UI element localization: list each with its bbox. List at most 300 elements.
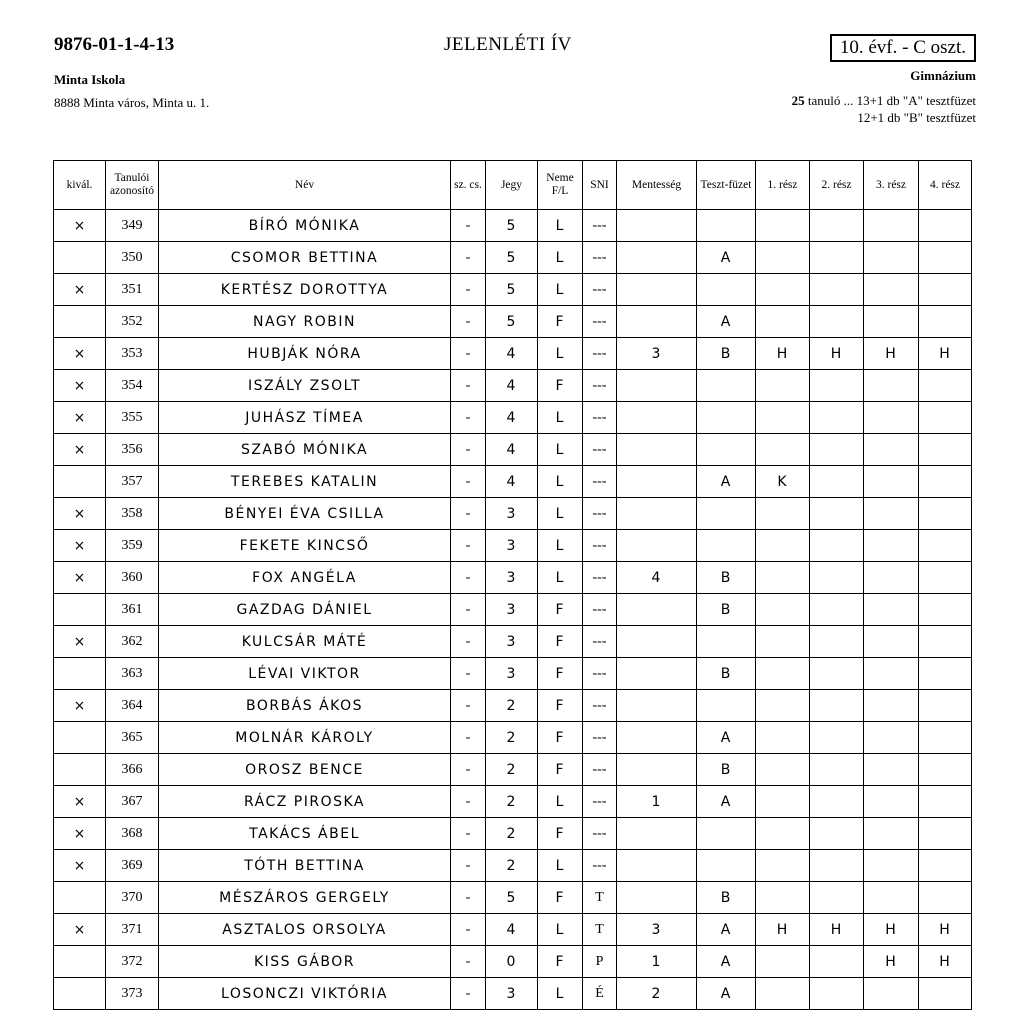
cell-part-4: H <box>919 914 972 946</box>
cell-sni: --- <box>583 530 617 562</box>
column-header-part-1: 1. rész <box>756 161 810 210</box>
cell-part-3 <box>864 498 919 530</box>
cell-sz-cs: - <box>451 722 486 754</box>
cell-test-booklet <box>697 274 756 306</box>
cell-exemption <box>617 370 697 402</box>
stats-line-1 <box>792 92 976 109</box>
cell-part-3 <box>864 850 919 882</box>
cell-sni: --- <box>583 210 617 242</box>
cell-grade: 5 <box>486 242 538 274</box>
cell-exemption <box>617 850 697 882</box>
cell-sz-cs: - <box>451 786 486 818</box>
cell-part-2 <box>810 306 864 338</box>
cell-name: MÉSZÁROS GERGELY <box>159 882 451 914</box>
cell-part-1 <box>756 306 810 338</box>
cell-test-booklet: A <box>697 978 756 1010</box>
cell-part-2 <box>810 530 864 562</box>
cell-gender: F <box>538 306 583 338</box>
table-row <box>54 306 972 338</box>
cell-part-2 <box>810 626 864 658</box>
cell-part-2 <box>810 818 864 850</box>
cell-part-2 <box>810 850 864 882</box>
cell-part-4 <box>919 562 972 594</box>
cell-gender: L <box>538 914 583 946</box>
cell-gender: L <box>538 786 583 818</box>
cell-part-2 <box>810 690 864 722</box>
cell-sni: É <box>583 978 617 1010</box>
cell-part-1 <box>756 818 810 850</box>
cell-part-1: H <box>756 338 810 370</box>
column-header-student-id: Tanulói azonosító <box>106 161 159 210</box>
cell-sz-cs: - <box>451 242 486 274</box>
cell-name: MOLNÁR KÁROLY <box>159 722 451 754</box>
cell-name: TAKÁCS ÁBEL <box>159 818 451 850</box>
cell-part-4 <box>919 626 972 658</box>
column-header-part-3: 3. rész <box>864 161 919 210</box>
cell-exemption <box>617 690 697 722</box>
cell-sni: --- <box>583 434 617 466</box>
cell-name: BORBÁS ÁKOS <box>159 690 451 722</box>
cell-name: BÉNYEI ÉVA CSILLA <box>159 498 451 530</box>
header-row <box>54 161 972 210</box>
cell-student-id: 350 <box>106 242 159 274</box>
cell-part-3 <box>864 530 919 562</box>
cell-part-2 <box>810 946 864 978</box>
cell-test-booklet <box>697 690 756 722</box>
cell-part-4 <box>919 722 972 754</box>
cell-sni: --- <box>583 242 617 274</box>
cell-part-1 <box>756 530 810 562</box>
cell-sni: --- <box>583 722 617 754</box>
cell-part-1 <box>756 434 810 466</box>
school-name: Minta Iskola <box>54 72 126 87</box>
cell-select: × <box>54 914 106 946</box>
cell-part-4 <box>919 402 972 434</box>
cell-part-3 <box>864 818 919 850</box>
cell-part-2 <box>810 274 864 306</box>
cell-exemption <box>617 210 697 242</box>
table-row <box>54 530 972 562</box>
table-row <box>54 818 972 850</box>
cell-gender: L <box>538 338 583 370</box>
cell-name: RÁCZ PIROSKA <box>159 786 451 818</box>
document-title: JELENLÉTI ÍV <box>444 34 572 55</box>
table-row <box>54 690 972 722</box>
cell-student-id: 364 <box>106 690 159 722</box>
cell-sni: --- <box>583 338 617 370</box>
cell-part-2: H <box>810 338 864 370</box>
cell-name: OROSZ BENCE <box>159 754 451 786</box>
cell-test-booklet <box>697 434 756 466</box>
cell-student-id: 353 <box>106 338 159 370</box>
cell-name: CSOMOR BETTINA <box>159 242 451 274</box>
cell-exemption <box>617 658 697 690</box>
cell-part-3 <box>864 466 919 498</box>
cell-grade: 4 <box>486 914 538 946</box>
cell-grade: 4 <box>486 466 538 498</box>
cell-part-4 <box>919 690 972 722</box>
cell-name: TÓTH BETTINA <box>159 850 451 882</box>
cell-part-3 <box>864 306 919 338</box>
cell-test-booklet: A <box>697 914 756 946</box>
cell-name: BÍRÓ MÓNIKA <box>159 210 451 242</box>
cell-part-2: H <box>810 914 864 946</box>
column-header-test-booklet: Teszt-füzet <box>697 161 756 210</box>
cell-grade: 2 <box>486 690 538 722</box>
cell-exemption <box>617 754 697 786</box>
cell-gender: L <box>538 242 583 274</box>
cell-grade: 5 <box>486 210 538 242</box>
cell-select: × <box>54 338 106 370</box>
cell-sni: T <box>583 914 617 946</box>
cell-test-booklet <box>697 530 756 562</box>
column-header-gender: Neme F/L <box>538 161 583 210</box>
cell-part-1 <box>756 722 810 754</box>
attendance-table <box>53 160 972 1010</box>
cell-test-booklet <box>697 402 756 434</box>
cell-part-3: H <box>864 338 919 370</box>
cell-part-2 <box>810 466 864 498</box>
cell-select <box>54 722 106 754</box>
cell-gender: F <box>538 594 583 626</box>
cell-select <box>54 306 106 338</box>
cell-sni: --- <box>583 850 617 882</box>
cell-part-1 <box>756 402 810 434</box>
cell-grade: 2 <box>486 754 538 786</box>
cell-student-id: 366 <box>106 754 159 786</box>
cell-select <box>54 658 106 690</box>
cell-exemption: 2 <box>617 978 697 1010</box>
cell-student-id: 355 <box>106 402 159 434</box>
cell-part-1: H <box>756 914 810 946</box>
cell-test-booklet: A <box>697 786 756 818</box>
cell-grade: 3 <box>486 562 538 594</box>
cell-part-1 <box>756 786 810 818</box>
cell-grade: 4 <box>486 402 538 434</box>
cell-test-booklet <box>697 850 756 882</box>
cell-part-2 <box>810 498 864 530</box>
cell-name: KULCSÁR MÁTÉ <box>159 626 451 658</box>
cell-sz-cs: - <box>451 946 486 978</box>
cell-sz-cs: - <box>451 274 486 306</box>
table-row <box>54 562 972 594</box>
cell-exemption: 4 <box>617 562 697 594</box>
cell-student-id: 367 <box>106 786 159 818</box>
cell-sni: --- <box>583 562 617 594</box>
cell-name: LÉVAI VIKTOR <box>159 658 451 690</box>
school-address: 8888 Minta város, Minta u. 1. <box>54 95 210 110</box>
cell-part-4 <box>919 434 972 466</box>
cell-name: FEKETE KINCSŐ <box>159 530 451 562</box>
column-header-sz-cs: sz. cs. <box>451 161 486 210</box>
cell-select <box>54 466 106 498</box>
cell-exemption <box>617 274 697 306</box>
cell-part-3 <box>864 562 919 594</box>
table-row <box>54 786 972 818</box>
cell-sz-cs: - <box>451 690 486 722</box>
cell-sni: --- <box>583 402 617 434</box>
cell-select: × <box>54 498 106 530</box>
cell-sni: --- <box>583 754 617 786</box>
cell-select: × <box>54 402 106 434</box>
cell-part-4 <box>919 594 972 626</box>
cell-grade: 2 <box>486 786 538 818</box>
cell-part-1 <box>756 594 810 626</box>
cell-gender: F <box>538 722 583 754</box>
cell-part-2 <box>810 882 864 914</box>
stats-line-1-text: tanuló ... 13+1 db "A" tesztfüzet <box>804 93 976 108</box>
school-type: Gimnázium <box>910 68 976 83</box>
cell-part-1 <box>756 754 810 786</box>
cell-exemption <box>617 722 697 754</box>
cell-sz-cs: - <box>451 466 486 498</box>
cell-part-3 <box>864 658 919 690</box>
cell-sz-cs: - <box>451 338 486 370</box>
table-row <box>54 402 972 434</box>
cell-test-booklet: A <box>697 306 756 338</box>
cell-sni: --- <box>583 306 617 338</box>
cell-gender: L <box>538 498 583 530</box>
cell-gender: L <box>538 466 583 498</box>
cell-test-booklet: B <box>697 338 756 370</box>
cell-test-booklet: A <box>697 946 756 978</box>
cell-part-1 <box>756 882 810 914</box>
column-header-grade: Jegy <box>486 161 538 210</box>
cell-sni: --- <box>583 594 617 626</box>
cell-sz-cs: - <box>451 530 486 562</box>
cell-sz-cs: - <box>451 754 486 786</box>
cell-sz-cs: - <box>451 626 486 658</box>
cell-select: × <box>54 530 106 562</box>
cell-student-id: 359 <box>106 530 159 562</box>
cell-student-id: 360 <box>106 562 159 594</box>
cell-grade: 5 <box>486 882 538 914</box>
column-header-exemption: Mentesség <box>617 161 697 210</box>
cell-exemption <box>617 626 697 658</box>
cell-part-2 <box>810 978 864 1010</box>
cell-select <box>54 594 106 626</box>
cell-sz-cs: - <box>451 978 486 1010</box>
cell-part-2 <box>810 562 864 594</box>
cell-test-booklet: B <box>697 594 756 626</box>
cell-part-1 <box>756 626 810 658</box>
cell-sz-cs: - <box>451 914 486 946</box>
column-header-select: kivál. <box>54 161 106 210</box>
cell-part-2 <box>810 786 864 818</box>
cell-exemption <box>617 242 697 274</box>
cell-name: SZABÓ MÓNIKA <box>159 434 451 466</box>
cell-part-2 <box>810 658 864 690</box>
cell-part-4 <box>919 210 972 242</box>
cell-part-2 <box>810 370 864 402</box>
cell-select: × <box>54 274 106 306</box>
cell-gender: L <box>538 210 583 242</box>
cell-gender: L <box>538 402 583 434</box>
cell-part-4 <box>919 978 972 1010</box>
cell-gender: F <box>538 754 583 786</box>
cell-select: × <box>54 818 106 850</box>
table-row <box>54 242 972 274</box>
cell-test-booklet: A <box>697 722 756 754</box>
cell-test-booklet <box>697 498 756 530</box>
cell-part-1 <box>756 850 810 882</box>
table-row <box>54 754 972 786</box>
cell-part-1 <box>756 274 810 306</box>
cell-gender: F <box>538 818 583 850</box>
cell-part-4 <box>919 274 972 306</box>
cell-grade: 3 <box>486 658 538 690</box>
table-row <box>54 210 972 242</box>
cell-student-id: 351 <box>106 274 159 306</box>
cell-sni: --- <box>583 658 617 690</box>
cell-part-4 <box>919 242 972 274</box>
cell-grade: 0 <box>486 946 538 978</box>
cell-sz-cs: - <box>451 402 486 434</box>
cell-part-2 <box>810 210 864 242</box>
cell-name: KERTÉSZ DOROTTYA <box>159 274 451 306</box>
cell-sz-cs: - <box>451 850 486 882</box>
table-row <box>54 434 972 466</box>
cell-part-3 <box>864 754 919 786</box>
cell-part-3 <box>864 402 919 434</box>
column-header-part-4: 4. rész <box>919 161 972 210</box>
table-row <box>54 850 972 882</box>
cell-sz-cs: - <box>451 658 486 690</box>
cell-test-booklet <box>697 626 756 658</box>
cell-sni: --- <box>583 818 617 850</box>
cell-exemption <box>617 882 697 914</box>
cell-select: × <box>54 434 106 466</box>
cell-exemption <box>617 530 697 562</box>
cell-sni: P <box>583 946 617 978</box>
cell-gender: L <box>538 434 583 466</box>
cell-student-id: 358 <box>106 498 159 530</box>
cell-student-id: 369 <box>106 850 159 882</box>
cell-student-id: 352 <box>106 306 159 338</box>
cell-exemption: 1 <box>617 786 697 818</box>
cell-part-3: H <box>864 946 919 978</box>
cell-part-2 <box>810 594 864 626</box>
cell-part-3 <box>864 594 919 626</box>
cell-part-2 <box>810 434 864 466</box>
cell-part-4: H <box>919 338 972 370</box>
cell-part-4 <box>919 882 972 914</box>
cell-part-4 <box>919 818 972 850</box>
cell-part-2 <box>810 722 864 754</box>
cell-name: GAZDAG DÁNIEL <box>159 594 451 626</box>
cell-part-3 <box>864 434 919 466</box>
cell-grade: 2 <box>486 818 538 850</box>
cell-name: TEREBES KATALIN <box>159 466 451 498</box>
cell-part-2 <box>810 754 864 786</box>
cell-part-3 <box>864 274 919 306</box>
cell-grade: 4 <box>486 370 538 402</box>
cell-part-4 <box>919 498 972 530</box>
cell-grade: 4 <box>486 434 538 466</box>
student-count: 25 <box>791 93 805 108</box>
cell-sz-cs: - <box>451 498 486 530</box>
cell-test-booklet: B <box>697 882 756 914</box>
stats-line-2: 12+1 db "B" tesztfüzet <box>857 110 976 125</box>
cell-name: ASZTALOS ORSOLYA <box>159 914 451 946</box>
cell-exemption: 3 <box>617 338 697 370</box>
cell-grade: 3 <box>486 594 538 626</box>
cell-part-1 <box>756 690 810 722</box>
cell-part-3 <box>864 882 919 914</box>
cell-student-id: 365 <box>106 722 159 754</box>
cell-gender: L <box>538 530 583 562</box>
cell-student-id: 349 <box>106 210 159 242</box>
cell-sni: --- <box>583 466 617 498</box>
cell-sz-cs: - <box>451 306 486 338</box>
table-row <box>54 722 972 754</box>
cell-test-booklet: B <box>697 754 756 786</box>
cell-part-3 <box>864 242 919 274</box>
cell-exemption <box>617 402 697 434</box>
column-header-part-2: 2. rész <box>810 161 864 210</box>
table-row <box>54 914 972 946</box>
cell-sni: --- <box>583 370 617 402</box>
cell-test-booklet: A <box>697 242 756 274</box>
table-row <box>54 370 972 402</box>
column-header-name: Név <box>159 161 451 210</box>
cell-part-3 <box>864 786 919 818</box>
cell-select <box>54 754 106 786</box>
cell-part-4 <box>919 466 972 498</box>
cell-student-id: 371 <box>106 914 159 946</box>
cell-sz-cs: - <box>451 818 486 850</box>
cell-name: HUBJÁK NÓRA <box>159 338 451 370</box>
cell-grade: 3 <box>486 498 538 530</box>
table-row <box>54 978 972 1010</box>
cell-student-id: 362 <box>106 626 159 658</box>
cell-sz-cs: - <box>451 434 486 466</box>
cell-gender: F <box>538 882 583 914</box>
cell-part-3 <box>864 370 919 402</box>
cell-student-id: 368 <box>106 818 159 850</box>
cell-name: FOX ANGÉLA <box>159 562 451 594</box>
cell-sni: --- <box>583 498 617 530</box>
cell-part-1 <box>756 658 810 690</box>
table-row <box>54 498 972 530</box>
cell-exemption: 1 <box>617 946 697 978</box>
cell-name: KISS GÁBOR <box>159 946 451 978</box>
cell-part-1 <box>756 370 810 402</box>
cell-part-3 <box>864 210 919 242</box>
cell-name: NAGY ROBIN <box>159 306 451 338</box>
cell-part-3 <box>864 978 919 1010</box>
cell-grade: 2 <box>486 722 538 754</box>
cell-part-4 <box>919 850 972 882</box>
cell-grade: 5 <box>486 306 538 338</box>
cell-gender: L <box>538 274 583 306</box>
cell-exemption <box>617 434 697 466</box>
class-label-box: 10. évf. - C oszt. <box>830 34 976 62</box>
cell-sni: --- <box>583 786 617 818</box>
cell-part-1 <box>756 946 810 978</box>
cell-select <box>54 882 106 914</box>
cell-part-1 <box>756 562 810 594</box>
cell-student-id: 354 <box>106 370 159 402</box>
cell-part-4 <box>919 786 972 818</box>
cell-name: ISZÁLY ZSOLT <box>159 370 451 402</box>
cell-student-id: 363 <box>106 658 159 690</box>
cell-sz-cs: - <box>451 370 486 402</box>
cell-student-id: 357 <box>106 466 159 498</box>
cell-student-id: 361 <box>106 594 159 626</box>
cell-select: × <box>54 562 106 594</box>
cell-grade: 5 <box>486 274 538 306</box>
